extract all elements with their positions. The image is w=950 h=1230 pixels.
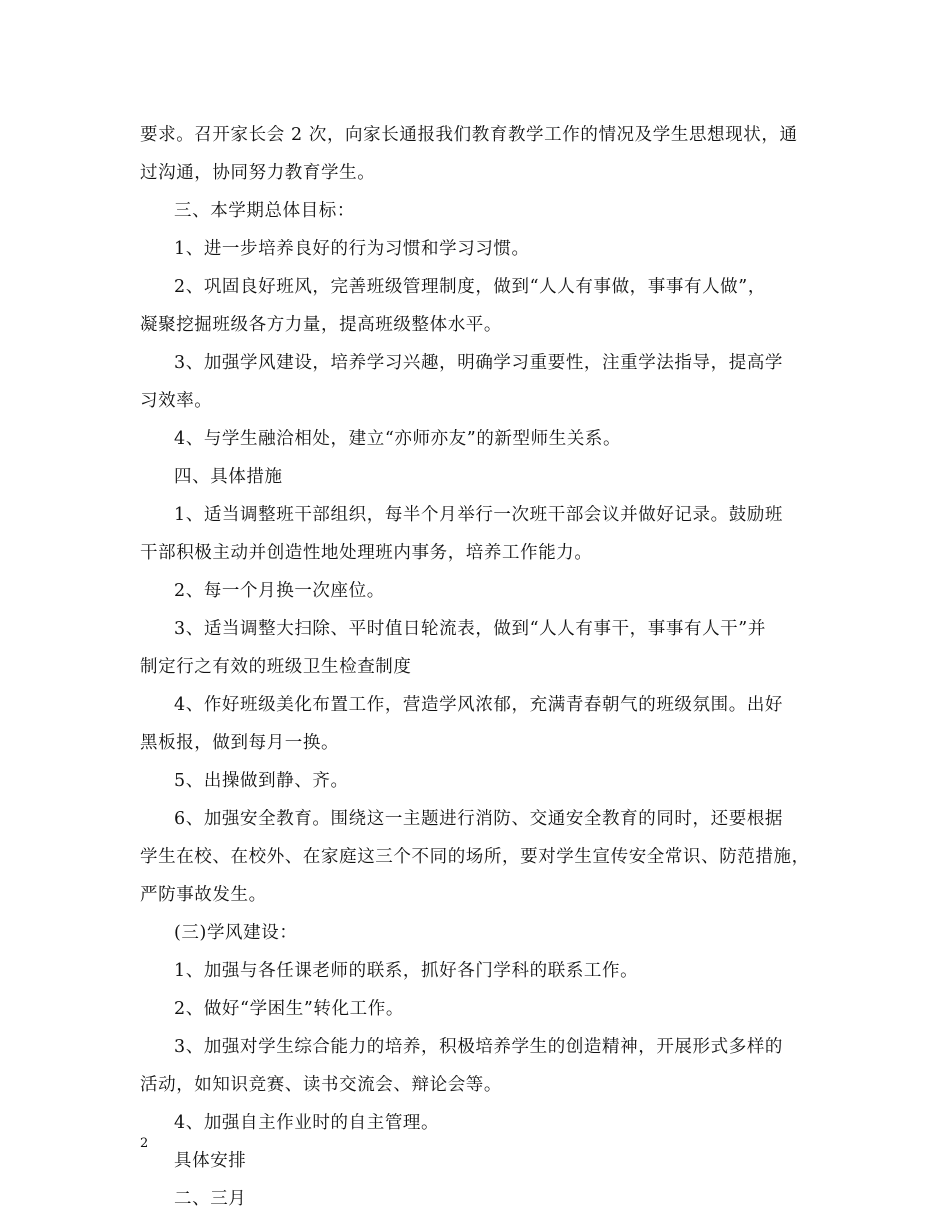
text-line: 3、加强学风建设，培养学习兴趣，明确学习重要性，注重学法指导，提高学: [174, 353, 784, 373]
text-line: 三、本学期总体目标：: [174, 201, 355, 221]
text-line: (三)学风建设：: [174, 923, 298, 943]
text-line: 2、巩固良好班风，完善班级管理制度，做到“人人有事做，事事有人做”，: [174, 277, 766, 297]
text-line: 严防事故发生。: [140, 885, 267, 905]
text-line: 4、与学生融洽相处，建立“亦师亦友”的新型师生关系。: [174, 429, 622, 449]
text-line: 5、出操做到静、齐。: [174, 771, 349, 791]
text-line: 活动，如知识竞赛、读书交流会、辩论会等。: [140, 1075, 502, 1095]
text-line: 1、进一步培养良好的行为习惯和学习习惯。: [174, 239, 530, 259]
text-line: 6、加强安全教育。围绕这一主题进行消防、交通安全教育的同时，还要根据: [174, 809, 784, 829]
text-line: 2、每一个月换一次座位。: [174, 581, 385, 601]
text-line: 凝聚挖掘班级各方力量，提高班级整体水平。: [140, 315, 502, 335]
text-line: 具体安排: [174, 1151, 247, 1171]
text-line: 学生在校、在校外、在家庭这三个不同的场所，要对学生宣传安全常识、防范措施，: [140, 847, 810, 867]
document-body: [140, 116, 812, 1218]
text-line: 干部积极主动并创造性地处理班内事务，培养工作能力。: [140, 543, 593, 563]
text-line: 四、具体措施: [174, 467, 283, 487]
text-line: 1、加强与各任课老师的联系，抓好各门学科的联系工作。: [174, 961, 639, 981]
page-number: 2: [140, 1136, 149, 1151]
text-line: 二、三月: [174, 1189, 247, 1209]
text-line: 过沟通，协同努力教育学生。: [140, 163, 376, 183]
text-line: 黑板报，做到每月一换。: [140, 733, 340, 753]
text-line: 习效率。: [140, 391, 213, 411]
text-line: 要求。召开家长会 2 次，向家长通报我们教育教学工作的情况及学生思想现状，通: [140, 125, 798, 145]
text-line: 3、适当调整大扫除、平时值日轮流表，做到“人人有事干，事事有人干”并: [174, 619, 766, 639]
text-line: 2、做好“学困生”转化工作。: [174, 999, 404, 1019]
text-line: 4、加强自主作业时的自主管理。: [174, 1113, 440, 1133]
text-line: 3、加强对学生综合能力的培养，积极培养学生的创造精神，开展形式多样的: [174, 1037, 784, 1057]
text-line: 制定行之有效的班级卫生检查制度: [140, 657, 412, 677]
text-line: 4、作好班级美化布置工作，营造学风浓郁，充满青春朝气的班级氛围。出好: [174, 695, 784, 715]
text-line: 1、适当调整班干部组织，每半个月举行一次班干部会议并做好记录。鼓励班: [174, 505, 784, 525]
